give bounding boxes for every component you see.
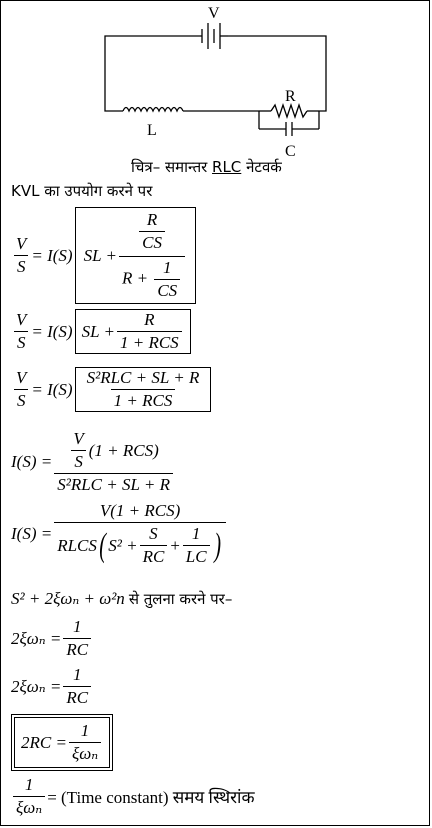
caption-rlc-underlined: RLC [212, 158, 242, 176]
wire-top-left [105, 36, 202, 111]
label-l: L [147, 122, 157, 139]
equation-6: 2ξωₙ = $\frac{1}{RC}$ [11, 617, 93, 660]
rlc-circuit-diagram [1, 1, 431, 161]
equation-8-boxed: 2RC = $\frac{1}{\text{ξωₙ}}$ [14, 717, 110, 768]
label-v: V [208, 5, 220, 22]
wire-top-right [228, 36, 326, 111]
equation-7: 2ξωₙ = $\frac{1}{RC}$ [11, 665, 93, 708]
resistor-zigzag [271, 105, 307, 117]
equation-5: I(S) = V(1 + RCS) RLCS ( S² + $\frac{S}{RC}$ + $\frac{1}{LC}$ ) [11, 501, 228, 567]
comparison-line: S² + 2ξωₙ + ω²n से तुलना करने पर– [11, 589, 233, 608]
circuit-caption: चित्र– समान्तर RLC नेटवर्क [131, 158, 282, 176]
inductor-coil [123, 108, 183, 112]
equation-4: I(S) = $\frac{V}{S}$ (1 + RCS) S²RLC + SL + R [11, 429, 175, 495]
equation-9: $\frac{1}{\text{ξωₙ}}$ = (Time constant) समय स्थिरांक [11, 775, 255, 818]
intro-text: KVL का उपयोग करने पर [11, 182, 153, 200]
equation-3: $\frac{V}{S}$ = I(S) $\frac{\text{S²RLC + SL + R}}{\text{1 + RCS}}$ [11, 367, 213, 412]
label-c: C [285, 143, 296, 160]
equation-2: $\frac{V}{S}$ = I(S) SL + $\frac{R}{\text{1 + RCS}}$ [11, 309, 193, 354]
label-r: R [285, 88, 296, 105]
equation-1: $\frac{V}{S}$ = I(S) SL + $\frac{R}{CS}$ R + $\frac{1}{CS}$ [11, 207, 198, 304]
